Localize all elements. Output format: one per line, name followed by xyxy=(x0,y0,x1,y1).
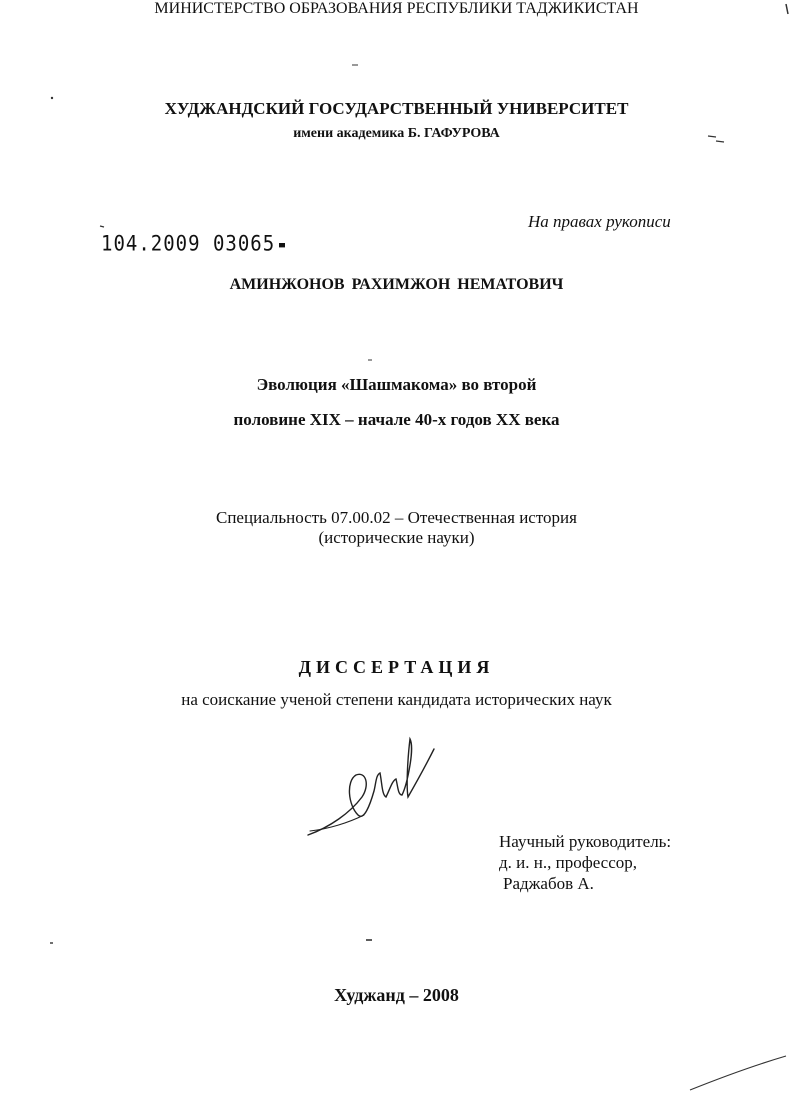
author-signature xyxy=(300,735,440,845)
author-name: АМИНЖОНОВ РАХИМЖОН НЕМАТОВИЧ xyxy=(229,276,564,293)
registry-stamp xyxy=(101,232,285,256)
manuscript-rights-note: На правах рукописи xyxy=(528,212,671,231)
city-year: Худжанд – 2008 xyxy=(334,985,459,1005)
dissertation-title-line-1: Эволюция «Шашмакома» во второй xyxy=(256,375,537,394)
degree-line: на соискание ученой степени кандидата исторических наук xyxy=(181,690,612,709)
speciality-field: (исторические науки) xyxy=(318,528,475,547)
supervisor-role: Научный руководитель: xyxy=(499,832,672,851)
speciality-line: Специальность 07.00.02 – Отечественная история xyxy=(216,508,577,527)
supervisor-credentials: д. и. н., профессор, xyxy=(499,853,638,872)
registry-stamp-number: 104.2009 03065 xyxy=(101,232,276,257)
supervisor-name: Раджабов А. xyxy=(503,874,594,893)
ministry-heading: МИНИСТЕРСТВО ОБРАЗОВАНИЯ РЕСПУБЛИКИ ТАДЖИКИСТАН xyxy=(154,0,639,17)
dissertation-title-line-2: половине XIX – начале 40-х годов XX века xyxy=(233,410,560,429)
document-type-heading: ДИССЕРТАЦИЯ xyxy=(298,657,495,677)
university-heading: ХУДЖАНДСКИЙ ГОСУДАРСТВЕННЫЙ УНИВЕРСИТЕТ xyxy=(164,99,629,118)
stamp-dot-mark xyxy=(279,242,285,246)
named-after-heading: имени академика Б. ГАФУРОВА xyxy=(293,126,500,141)
